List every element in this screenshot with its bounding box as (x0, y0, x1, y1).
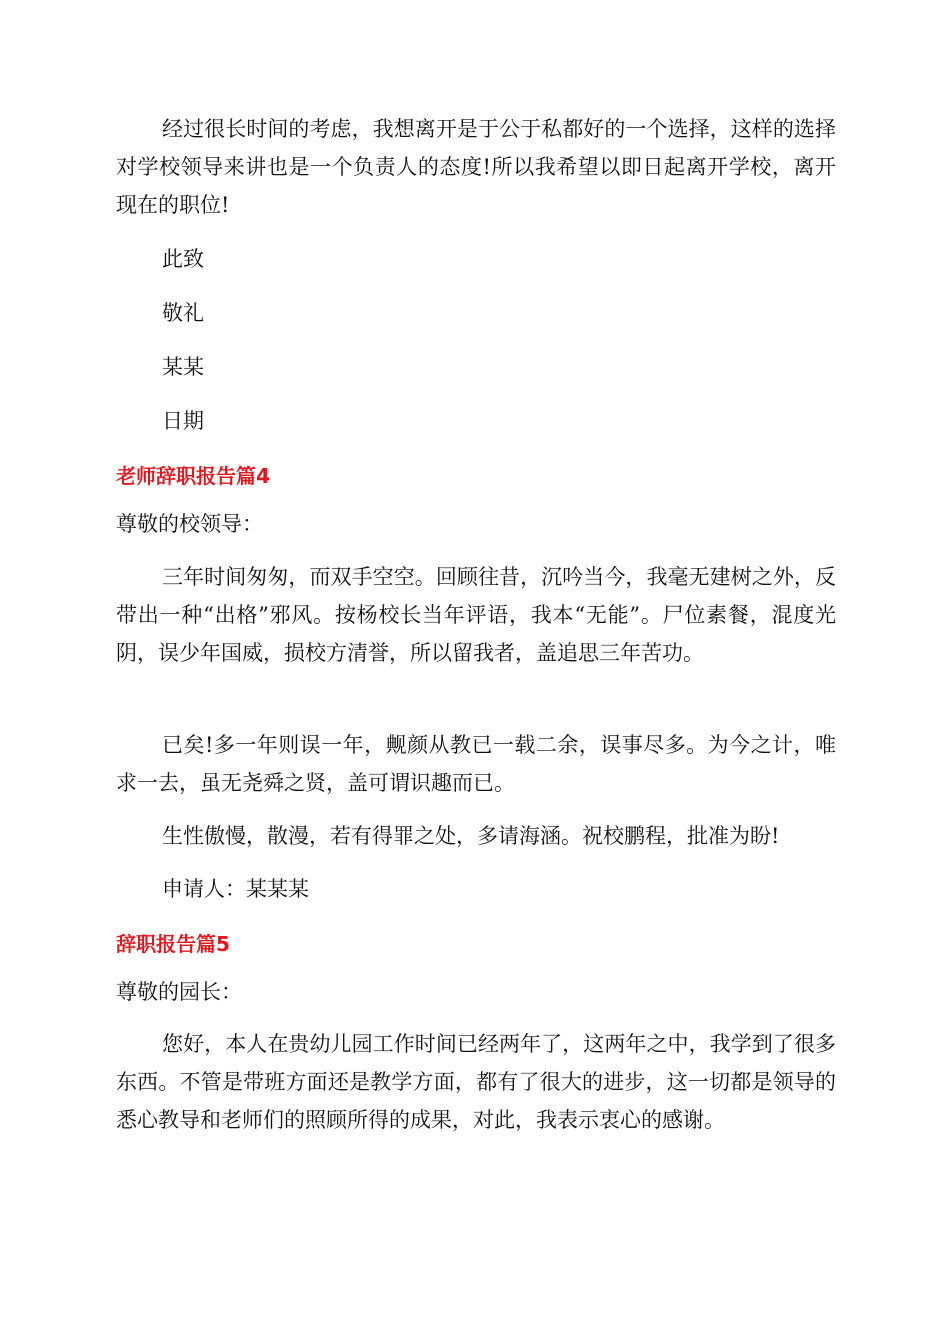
paragraph-4-1: 三年时间匆匆，而双手空空。回顾往昔，沉吟当今，我毫无建树之外，反带出一种“出格”邪风。按杨校长当年评语，我本“无能”。尸位素餐，混度光阴，误少年国威，损校方清誉，所以留我者，盖追思三年苦功。 (116, 565, 836, 665)
paragraph-4-2: 已矣!多一年则误一年，觍颜从教已一载二余，误事尽多。为今之计，唯求一去，虽无尧舜之贤，盖可谓识趣而已。 (116, 733, 836, 795)
section-heading-4: 老师辞职报告篇4 (116, 464, 270, 488)
closing-line-2: 敬礼 (162, 301, 204, 325)
closing-line-1: 此致 (162, 247, 204, 271)
salutation-5: 尊敬的园长： (116, 980, 242, 1004)
section-heading-5: 辞职报告篇5 (116, 932, 230, 956)
signature-name: 某某 (162, 355, 204, 379)
signature-date: 日期 (162, 409, 204, 433)
paragraph-5-1: 您好，本人在贵幼儿园工作时间已经两年了，这两年之中，我学到了很多东西。不管是带班方面还是教学方面，都有了很大的进步，这一切都是领导的悉心教导和老师们的照顾所得的成果，对此，我表示衷心的感谢。 (116, 1032, 836, 1132)
paragraph-4-3: 生性傲慢，散漫，若有得罪之处，多请海涵。祝校鹏程，批准为盼! (162, 824, 780, 848)
salutation-4: 尊敬的校领导： (116, 512, 263, 536)
paragraph-decision: 经过很长时间的考虑，我想离开是于公于私都好的一个选择，这样的选择对学校领导来讲也是一个负责人的态度!所以我希望以即日起离开学校，离开现在的职位! (116, 117, 836, 217)
applicant-line: 申请人：某某某 (162, 877, 309, 901)
